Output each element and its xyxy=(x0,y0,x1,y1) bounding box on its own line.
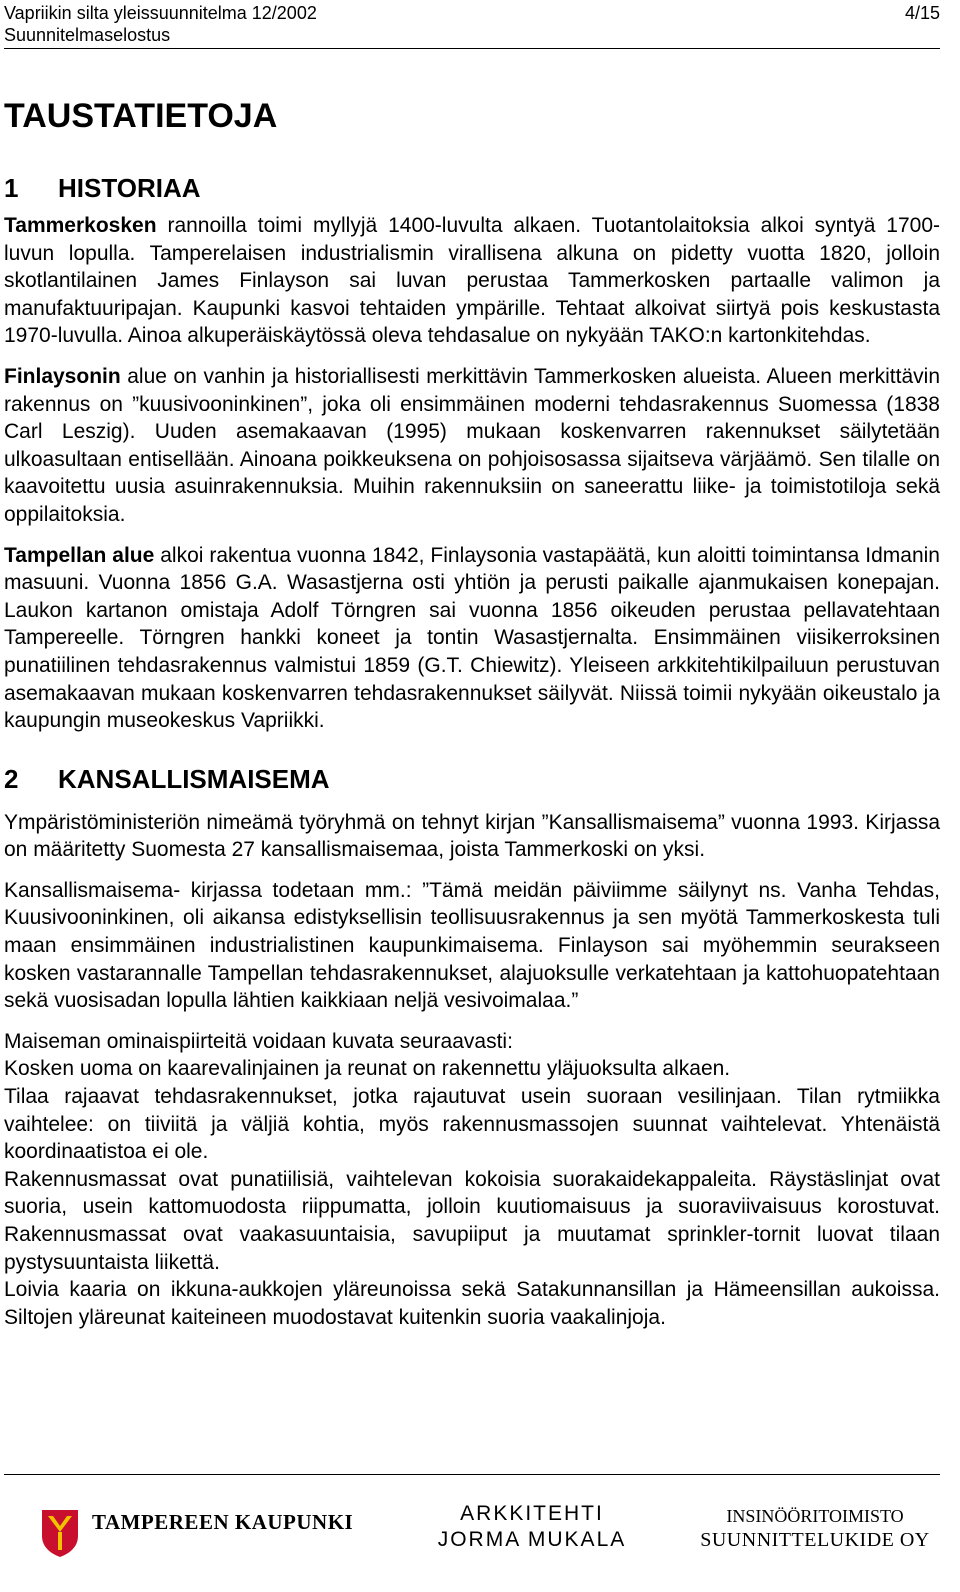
paragraph-space: Tilaa rajaavat tehdasrakennukset, jotka rajautuvat usein suoraan vesilinjaan. Tilan rytmiikka vaihtelee: on tiiviitä ja väljiä kohtia, myös rakennusmassojen suunnat vaihtelevat. Yhtenäistä koordinaatistoa ei ole. xyxy=(4,1085,940,1164)
paragraph-quote: Kansallismaisema- kirjassa todetaan mm.: ”Tämä meidän päiviimme säilynyt ns. Vanha Tehdas, Kuusivooninkinen, oli aikansa edistyksellisin teollisuusrakennus ja sen myötä Tammerkoskesta tuli maan ensimmäinen industrialistinen kaupunkimaisema. Finlayson sai myöhemmin seurakseen kosken vastarannalle Tampellan tehdasrakennukset, alajuoksulle verkatehtaan ja kattohuopatehtaan sekä vuosisadan lopulla lähtien kaikkiaan neljä vesivoimalaa.” xyxy=(4,878,940,1013)
page-footer xyxy=(4,1498,940,1568)
bold-term: Finlaysonin xyxy=(4,364,121,388)
page-number: 4/15 xyxy=(904,3,940,23)
tampere-coat-of-arms-icon xyxy=(40,1508,80,1558)
bold-term: Tampellan alue xyxy=(4,543,155,567)
architect-name: JORMA MUKALA xyxy=(437,1528,627,1551)
section-number: 2 xyxy=(4,763,19,794)
engineering-office-credit xyxy=(690,1504,940,1552)
paragraph-features-intro: Maiseman ominaispiirteitä voidaan kuvata seuraavasti: xyxy=(4,1029,513,1053)
paragraph-arches: Loivia kaaria on ikkuna-aukkojen yläreunoissa sekä Satakunnansillan ja Hämeensillan aukoissa. Siltojen yläreunat kaiteineen muodostavat kuitenkin suoria vaakalinjoja. xyxy=(4,1278,940,1329)
document-title: Vapriikin silta yleissuunnitelma 12/2002 xyxy=(4,3,317,23)
architect-title: ARKKITEHTI xyxy=(460,1502,604,1525)
bold-term: Tammerkosken xyxy=(4,214,157,237)
paragraph-masses: Rakennusmassat ovat punatiilisiä, vaihtelevan kokoisia suorakaidekappaleita. Räystäslinjat ovat suoria, usein kattomuodosta riippumatta, jolloin kuutiomaisuus ja suoraviivaisuus korostuvat. Rakennusmassat ovat vaakasuuntaisia, savupiiput ja muutamat sprinkler-tornit luovat tilaan pystysuuntaista liikettä. xyxy=(4,1167,940,1274)
header-divider xyxy=(4,48,940,49)
city-name: TAMPEREEN KAUPUNKI xyxy=(92,1510,354,1534)
main-heading: TAUSTATIETOJA xyxy=(4,97,278,135)
section-number: 1 xyxy=(4,173,19,203)
paragraph-tammerkoski xyxy=(4,212,940,350)
document-page xyxy=(4,0,940,1592)
section-title: HISTORIAA xyxy=(58,173,201,203)
engineering-office-title: INSINÖÖRITOIMISTO xyxy=(726,1506,904,1526)
document-body xyxy=(4,96,940,1331)
paragraph-tampella xyxy=(4,542,940,735)
architect-credit xyxy=(430,1501,634,1553)
engineering-office-name: SUUNNITTELUKIDE OY xyxy=(700,1529,930,1551)
document-subtitle: Suunnitelmaselostus xyxy=(4,25,171,45)
paragraph-text: rannoilla toimi myllyjä 1400-luvulta alkaen. Tuotantolaitoksia alkoi syntyä 1700-luvun lopulla. Tamperelaisen industrialismin virallisena alkuna on pidetty vuotta 1820, jolloin skotlantilainen James Finlayson sai luvan perustaa Tammerkosken partaalle valimon ja manufaktuuripajan. Kaupunki kasvoi tehtaiden ympärille. Tehtaat alkoivat siirtyä pois keskustasta 1970-luvulla. Ainoa alkuperäiskäytössä oleva tehdasalue on nykyään TAKO:n kartonkitehdas. xyxy=(4,214,940,348)
footer-divider xyxy=(4,1474,940,1475)
section-heading-historiaa xyxy=(4,172,940,204)
paragraph-text: alue on vanhin ja historiallisesti merkittävin Tammerkosken alueista. Alueen merkittävin rakennus on ”kuusivooninkinen”, joka oli ensimmäinen moderni tehdasrakennus Suomessa (1838 Carl Leszig). Uuden asemakaavan (1995) mukaan koskenvarren rakennukset säilytetään ulkoasultaan entisellään. Ainoana poikkeuksena on pohjoisosassa sijaitseva värjäämö. Sen tilalle on kaavoitettu uusia asuinrakennuksia. Muihin rakennuksiin on saneerattu liike- ja toimistotiloja sekä oppilaitoksia. xyxy=(4,364,940,526)
paragraph-working-group: Ympäristöministeriön nimeämä työryhmä on tehnyt kirjan ”Kansallismaisema” vuonna 1993. Kirjassa on määritetty Suomesta 27 kansallismaisemaa, joista Tammerkoski on yksi. xyxy=(4,810,940,862)
page-header xyxy=(4,2,940,46)
section-title: KANSALLISMAISEMA xyxy=(58,763,330,794)
paragraph-river-channel: Kosken uoma on kaarevalinjainen ja reunat on rakennettu yläjuoksulta alkaen. xyxy=(4,1057,731,1081)
paragraph-text: alkoi rakentua vuonna 1842, Finlaysonia vastapäätä, kun aloitti toimintansa Idmanin masuuni. Vuonna 1856 G.A. Wasastjerna osti yhtiön ja perusti paikalle ajanmukaisen konepajan. Laukon kartanon omistaja Adolf Törngren sai vuonna 1856 oikeuden perustaa pellavatehtaan Tampereelle. Törngren hankki koneet ja tontin Wasastjernalta. Ensimmäinen viisikerroksinen punatiilinen tehdasrakennus valmistui 1859 (G.T. Chiewitz). Yleiseen arkkitehtikilpailuun perustuvan asemakaavan mukaan koskenvarren tehdasrakennukset säilyvät. Niissä toimii nykyään oikeustalo ja kaupungin museokeskus Vapriikki. xyxy=(4,543,940,733)
section-heading-kansallismaisema xyxy=(4,763,940,795)
paragraph-finlayson xyxy=(4,363,940,529)
